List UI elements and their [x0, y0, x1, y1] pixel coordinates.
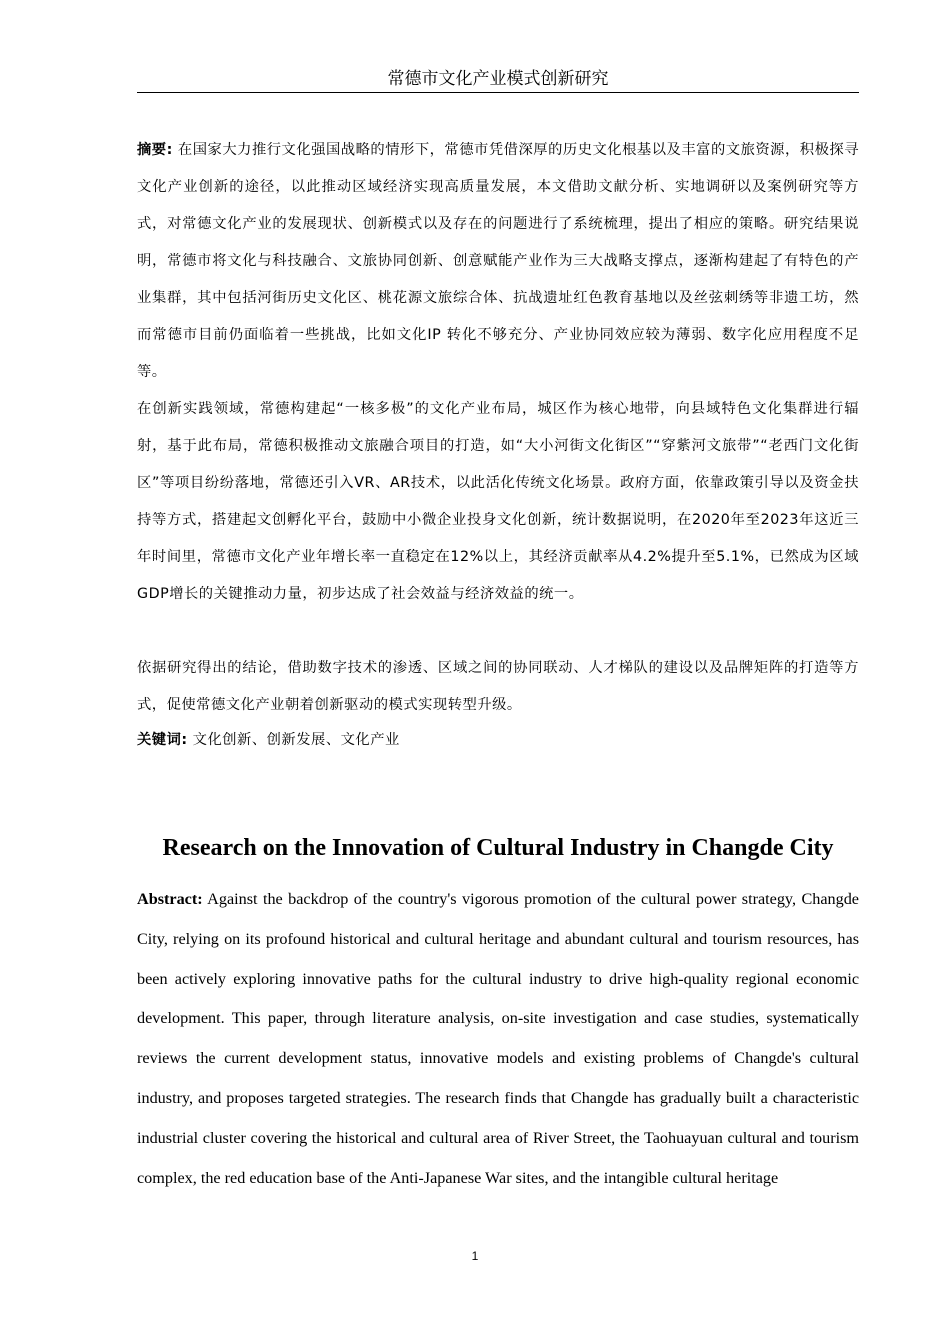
cn-abstract-paragraph-3	[137, 650, 859, 724]
cn-keywords-label: 关键词:	[137, 732, 188, 748]
english-abstract-label: Abstract:	[137, 890, 203, 908]
english-abstract-text: Against the backdrop of the country's vigorous promotion of the cultural power strategy, Changde City, relying on its profound historical and cultural heritage and abundant cultural and tourism resources, has been actively exploring innovative paths for the cultural industry to drive high-quality regional economic development. This paper, through literature analysis, on-site investigation and case studies, systematically reviews the current development status, innovative models and existing problems of Changde's cultural industry, and proposes targeted strategies. The research finds that Changde has gradually built a characteristic industrial cluster covering the historical and cultural area of River Street, the Taohuayuan cultural and tourism complex, the red education base of the Anti-Japanese War sites, and the intangible cultural heritage	[137, 890, 859, 1187]
cn-keywords	[137, 722, 859, 759]
cn-abstract-paragraph-1	[137, 132, 859, 391]
running-header-title: 常德市文化产业模式创新研究	[137, 66, 859, 93]
cn-abstract-text-2: 在创新实践领域，常德构建起“一核多极”的文化产业布局，城区作为核心地带，向县域特色文化集群进行辐射，基于此布局，常德积极推动文旅融合项目的打造，如“大小河街文化街区”“穿紫河文旅带”“老西门文化街区”等项目纷纷落地，常德还引入VR、AR技术，以此活化传统文化场景。政府方面，依靠政策引导以及资金扶持等方式，搭建起文创孵化平台，鼓励中小微企业投身文化创新，统计数据说明，在2020年至2023年这近三年时间里，常德市文化产业年增长率一直稳定在12%以上，其经济贡献率从4.2%提升至5.1%，已然成为区域GDP增长的关键推动力量，初步达成了社会效益与经济效益的统一。	[137, 401, 859, 602]
page-number: 1	[471, 1249, 479, 1263]
english-abstract	[137, 880, 859, 1198]
cn-abstract-text-1: 在国家大力推行文化强国战略的情形下，常德市凭借深厚的历史文化根基以及丰富的文旅资源，积极探寻文化产业创新的途径，以此推动区域经济实现高质量发展，本文借助文献分析、实地调研以及案例研究等方式，对常德文化产业的发展现状、创新模式以及存在的问题进行了系统梳理，提出了相应的策略。研究结果说明，常德市将文化与科技融合、文旅协同创新、创意赋能产业作为三大战略支撑点，逐渐构建起了有特色的产业集群，其中包括河街历史文化区、桃花源文旅综合体、抗战遗址红色教育基地以及丝弦刺绣等非遗工坊，然而常德市目前仍面临着一些挑战，比如文化IP 转化不够充分、产业协同效应较为薄弱、数字化应用程度不足等。	[137, 142, 860, 380]
cn-abstract-text-3: 依据研究得出的结论，借助数字技术的渗透、区域之间的协同联动、人才梯队的建设以及品牌矩阵的打造等方式，促使常德文化产业朝着创新驱动的模式实现转型升级。	[137, 660, 859, 713]
cn-keywords-text: 文化创新、创新发展、文化产业	[192, 732, 400, 748]
cn-abstract-paragraph-2	[137, 391, 859, 613]
english-title: Research on the Innovation of Cultural Industry in Changde City	[162, 835, 834, 861]
cn-abstract-label: 摘要:	[137, 142, 173, 158]
